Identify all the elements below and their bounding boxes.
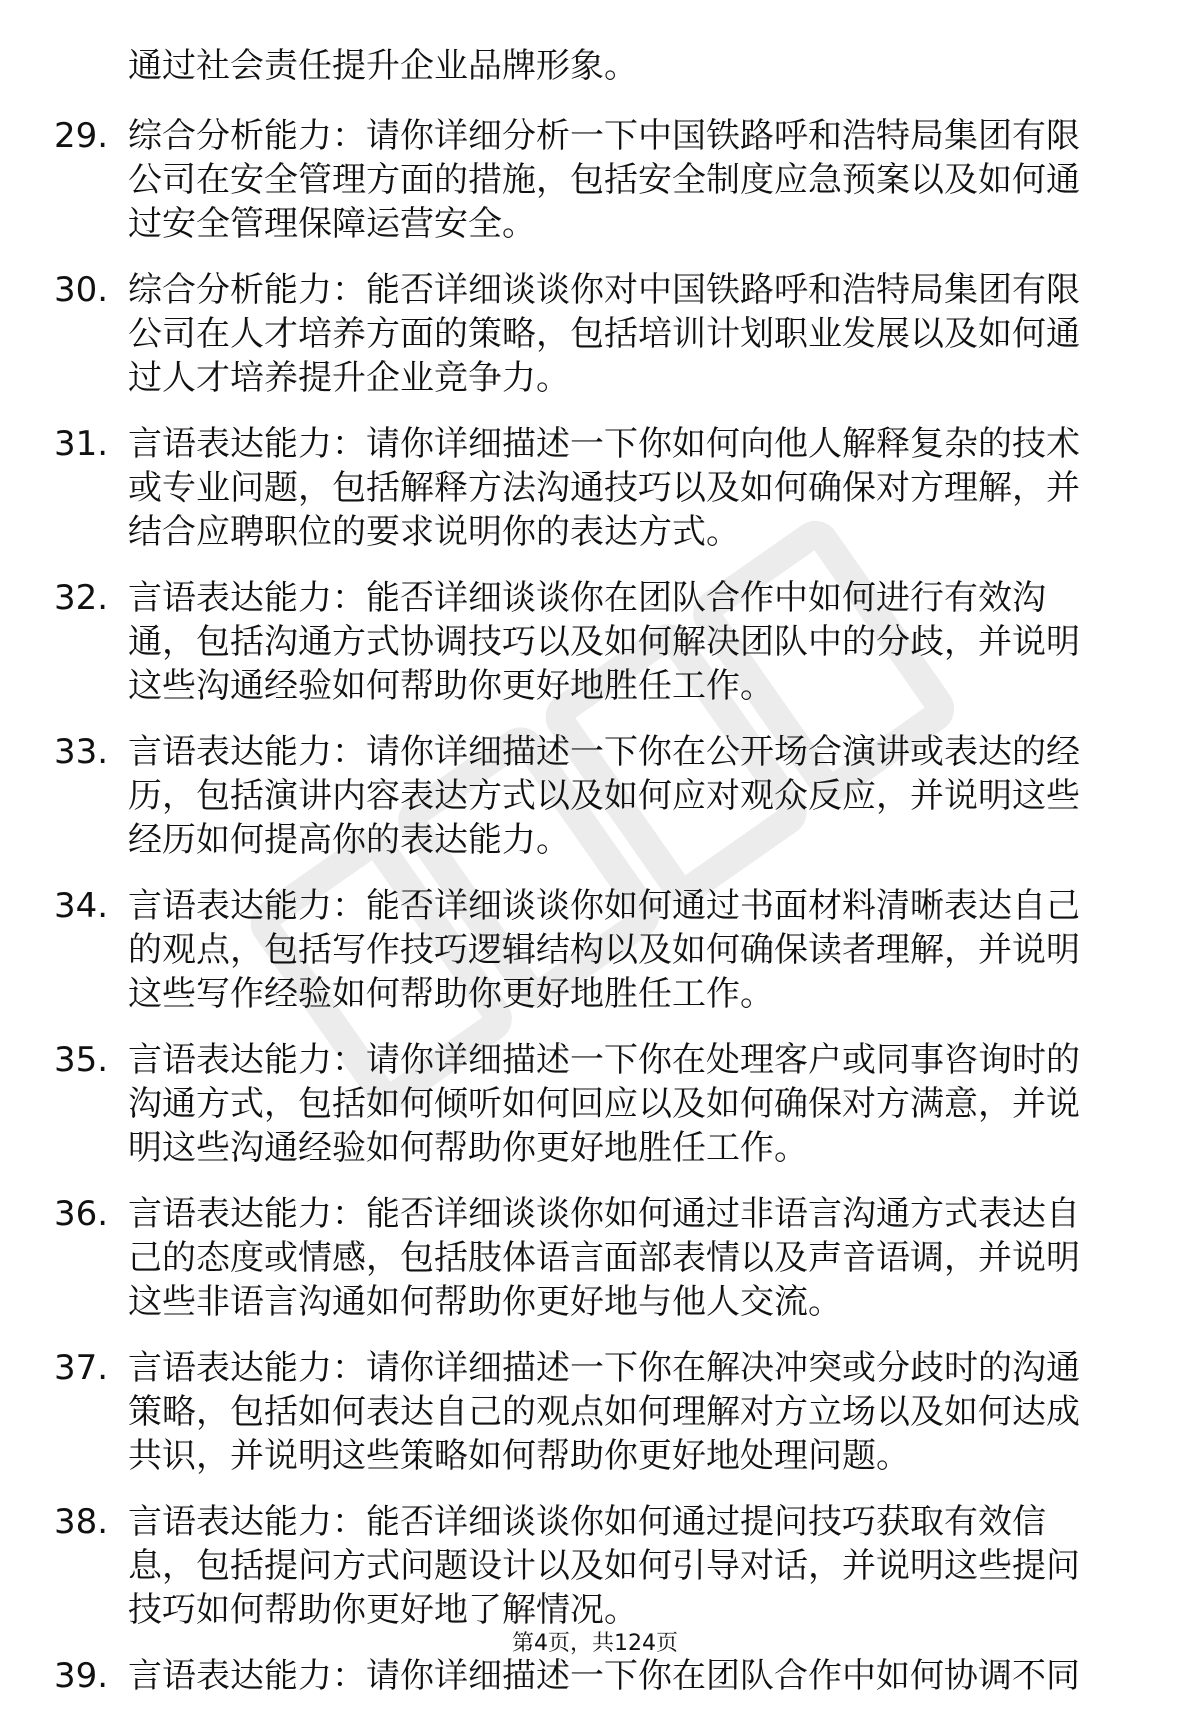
question-item xyxy=(54,268,1114,400)
question-number: 33. xyxy=(54,732,109,772)
question-text: 言语表达能力：能否详细谈谈你如何通过提问技巧获取有效信息，包括提问方式问题设计以及如何引导对话，并说明这些提问技巧如何帮助你更好地了解情况。 xyxy=(128,1502,1080,1630)
question-text: 言语表达能力：请你详细描述一下你在公开场合演讲或表达的经历，包括演讲内容表达方式以及如何应对观众反应，并说明这些经历如何提高你的表达能力。 xyxy=(128,732,1080,860)
question-text: 言语表达能力：能否详细谈谈你如何通过非语言沟通方式表达自己的态度或情感，包括肢体语言面部表情以及声音语调，并说明这些非语言沟通如何帮助你更好地与他人交流。 xyxy=(128,1194,1080,1322)
question-number: 29. xyxy=(54,116,109,156)
question-text: 言语表达能力：能否详细谈谈你在团队合作中如何进行有效沟通，包括沟通方式协调技巧以及如何解决团队中的分歧，并说明这些沟通经验如何帮助你更好地胜任工作。 xyxy=(128,578,1080,706)
question-number: 37. xyxy=(54,1348,109,1388)
question-number: 34. xyxy=(54,886,109,926)
question-text: 综合分析能力：能否详细谈谈你对中国铁路呼和浩特局集团有限公司在人才培养方面的策略，包括培训计划职业发展以及如何通过人才培养提升企业竞争力。 xyxy=(128,270,1080,398)
question-text: 言语表达能力：能否详细谈谈你如何通过书面材料清晰表达自己的观点，包括写作技巧逻辑结构以及如何确保读者理解，并说明这些写作经验如何帮助你更好地胜任工作。 xyxy=(128,886,1080,1014)
question-text: 综合分析能力：请你详细分析一下中国铁路呼和浩特局集团有限公司在安全管理方面的措施，包括安全制度应急预案以及如何通过安全管理保障运营安全。 xyxy=(128,116,1080,244)
question-item xyxy=(54,114,1114,246)
question-item xyxy=(54,1500,1114,1632)
question-item xyxy=(54,1192,1114,1324)
question-text: 言语表达能力：请你详细描述一下你在解决冲突或分歧时的沟通策略，包括如何表达自己的观点如何理解对方立场以及如何达成共识，并说明这些策略如何帮助你更好地处理问题。 xyxy=(128,1348,1080,1476)
page-footer: 第4页，共124页 xyxy=(512,1631,678,1656)
question-number: 31. xyxy=(54,424,109,464)
question-item xyxy=(54,884,1114,1016)
question-text: 言语表达能力：请你详细描述一下你在团队合作中如何协调不同 xyxy=(128,1656,1080,1696)
question-item xyxy=(54,422,1114,554)
question-item xyxy=(54,1346,1114,1478)
question-list xyxy=(54,114,1114,1720)
question-item xyxy=(54,1038,1114,1170)
question-number: 39. xyxy=(54,1656,109,1696)
question-text: 言语表达能力：请你详细描述一下你在处理客户或同事咨询时的沟通方式，包括如何倾听如何回应以及如何确保对方满意，并说明这些沟通经验如何帮助你更好地胜任工作。 xyxy=(128,1040,1080,1168)
question-number: 36. xyxy=(54,1194,109,1234)
question-number: 38. xyxy=(54,1502,109,1542)
question-number: 30. xyxy=(54,270,109,310)
question-item xyxy=(54,730,1114,862)
continuation-text: 通过社会责任提升企业品牌形象。 xyxy=(128,46,638,86)
question-number: 35. xyxy=(54,1040,109,1080)
question-text: 言语表达能力：请你详细描述一下你如何向他人解释复杂的技术或专业问题，包括解释方法沟通技巧以及如何确保对方理解，并结合应聘职位的要求说明你的表达方式。 xyxy=(128,424,1080,552)
question-item xyxy=(54,1654,1114,1698)
question-item xyxy=(54,576,1114,708)
question-number: 32. xyxy=(54,578,109,618)
